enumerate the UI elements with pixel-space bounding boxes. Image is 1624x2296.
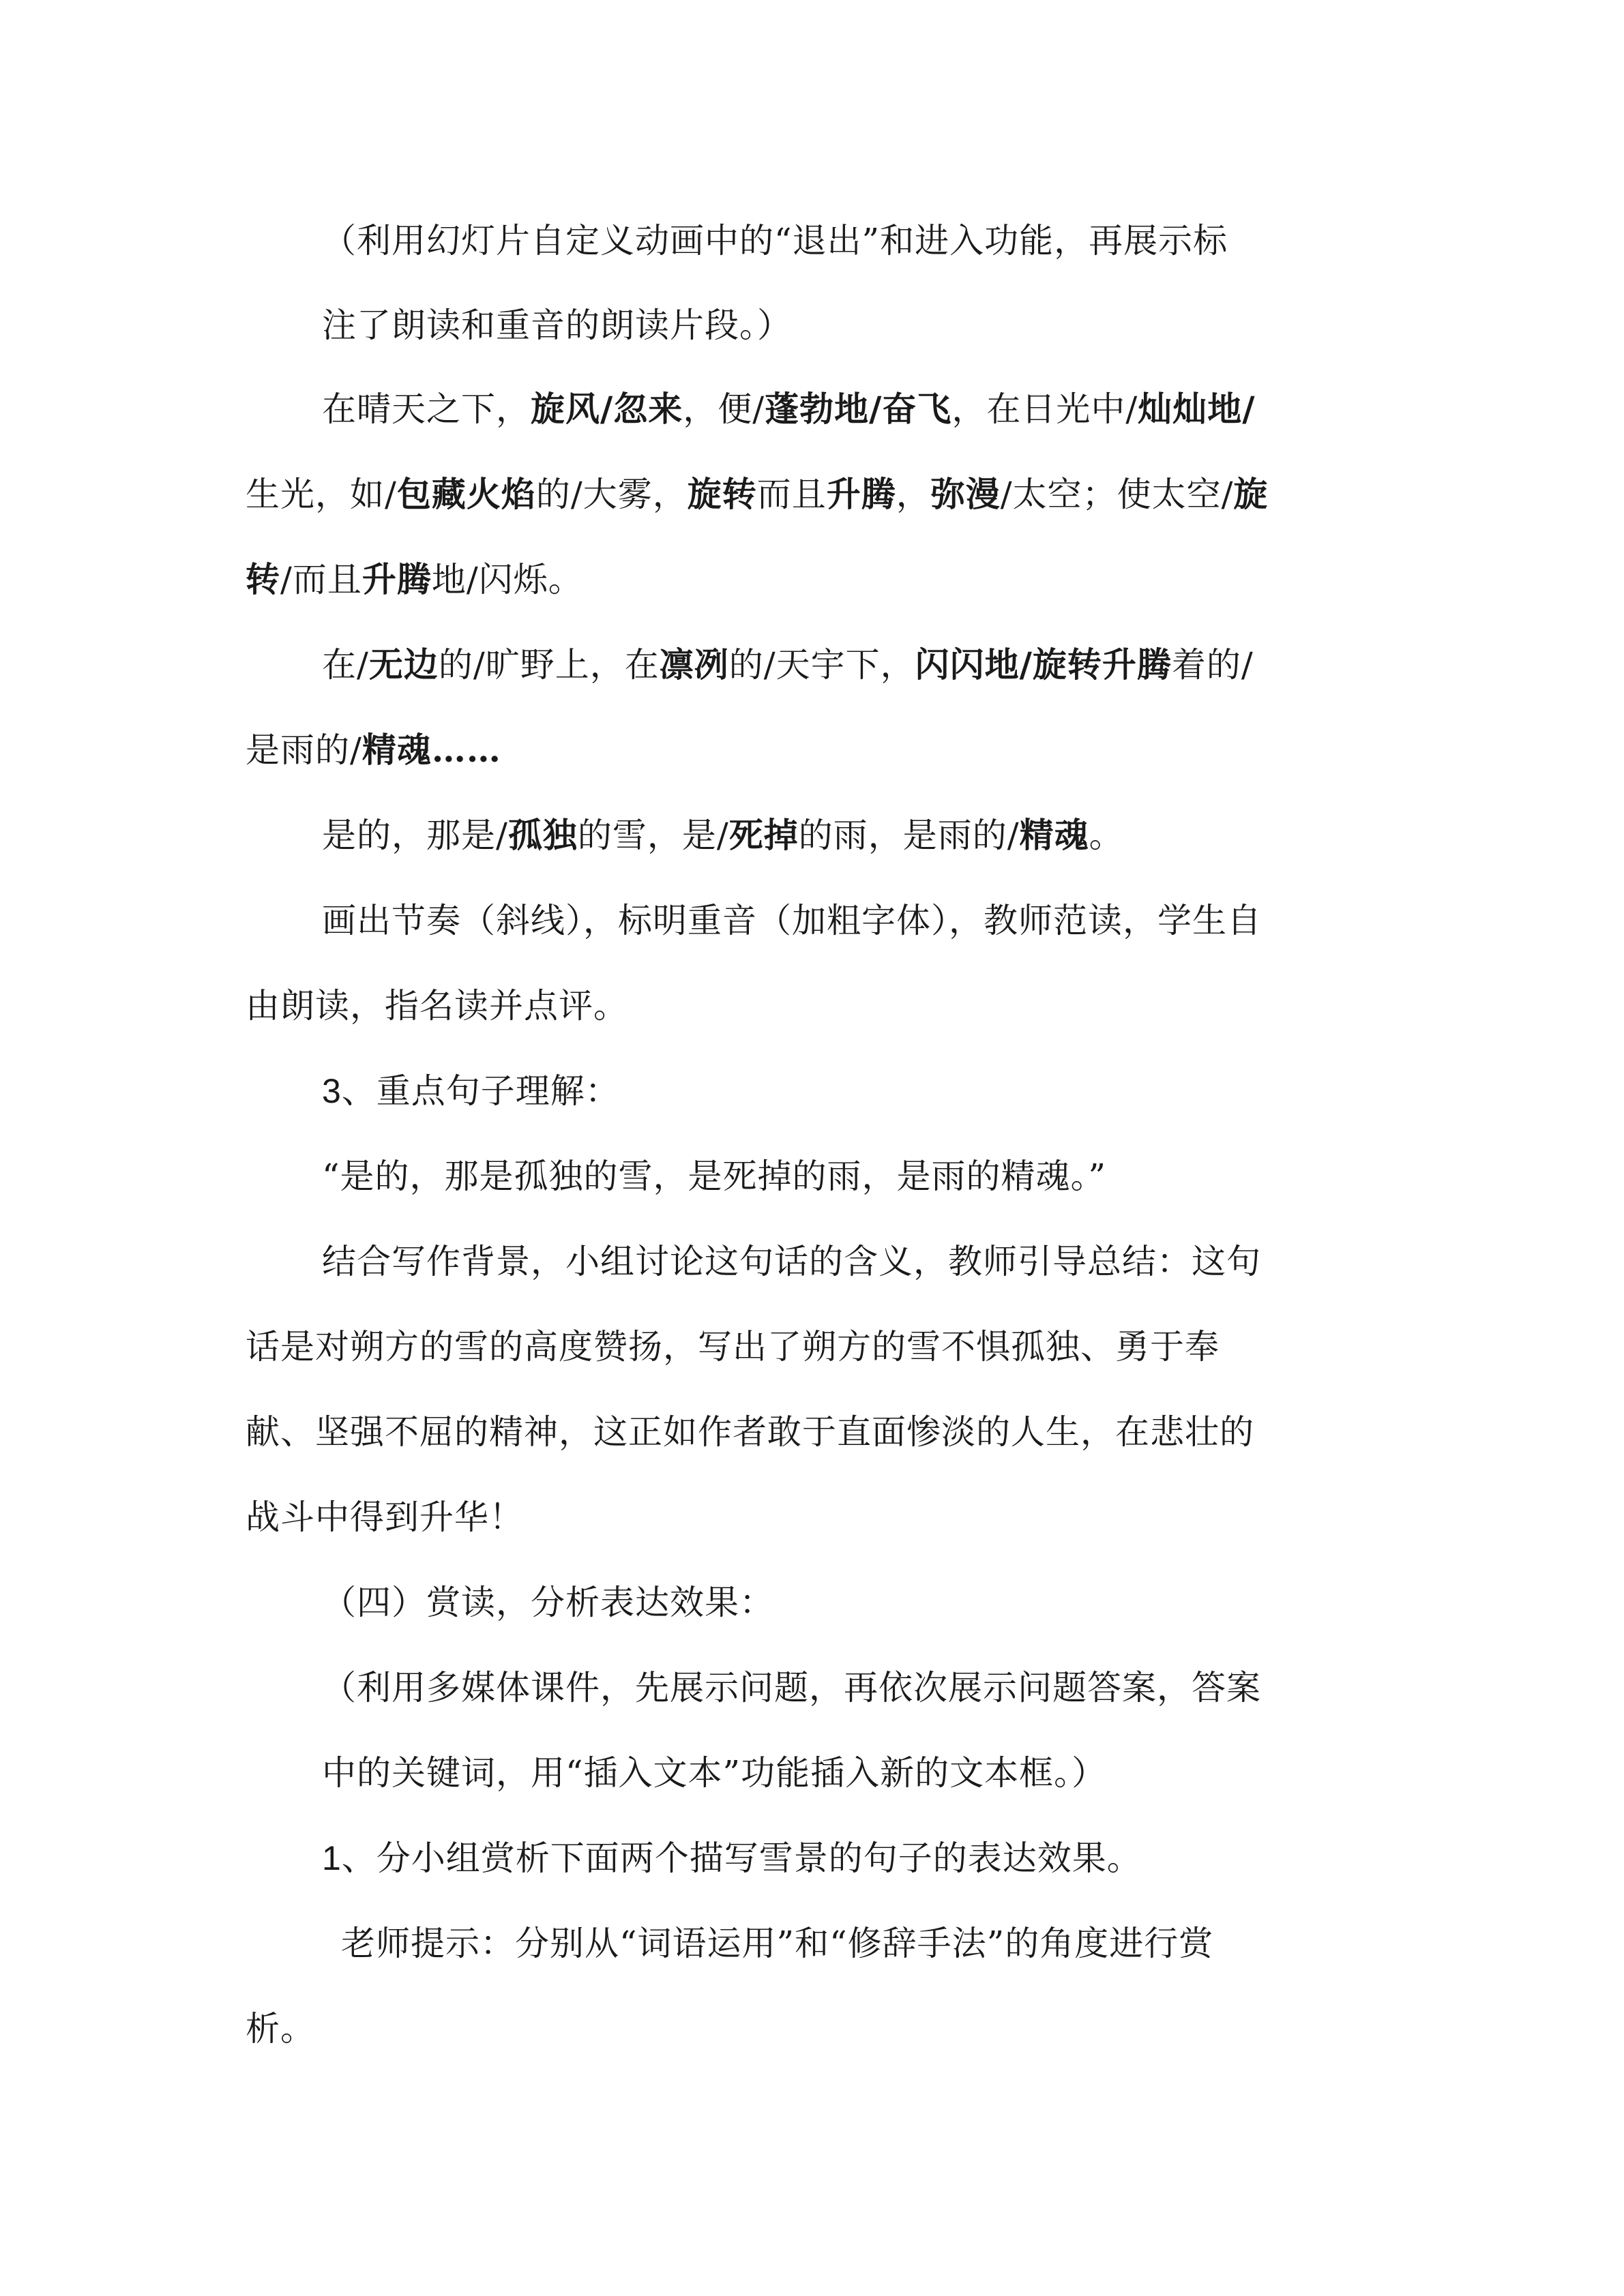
paragraph-line-1: [322, 210, 1228, 271]
section-heading-3: [322, 1060, 620, 1122]
text-segment: “是的，那是孤独的雪，是死掉的雨，是雨的精魂。”: [322, 1157, 1107, 1196]
paragraph-line-6: [322, 634, 1254, 696]
text-segment: 3、重点句子理解：: [322, 1072, 620, 1110]
paragraph-line-2: [322, 295, 792, 356]
bold-segment: 升腾: [361, 559, 432, 599]
paragraph-line-14: [246, 1316, 1220, 1377]
bold-segment: 灿灿地/: [1138, 389, 1256, 429]
text-segment: 在/: [322, 645, 369, 685]
text-segment: 战斗中得到升华！: [246, 1497, 524, 1537]
text-segment: 的雪，是/: [577, 816, 729, 855]
text-segment: 析。: [246, 2009, 315, 2048]
paragraph-line-4: [246, 464, 1268, 525]
text-segment: 的/天宇下，: [728, 645, 915, 685]
text-segment: 的雨，是雨的/: [798, 816, 1020, 855]
paragraph-line-22: [246, 1998, 315, 2059]
text-segment: 地/闪烁。: [431, 560, 583, 599]
text-segment: /太空；使太空/: [1000, 475, 1234, 514]
bold-segment: 旋风/忽来: [531, 389, 683, 429]
bold-segment: 死掉: [728, 815, 799, 855]
text-segment: 是雨的/: [246, 730, 362, 770]
text-segment: 1、分小组赏析下面两个描写雪景的句子的表达效果。: [322, 1839, 1142, 1877]
text-segment: 着的/: [1171, 645, 1254, 685]
paragraph-line-3: [322, 378, 1256, 440]
text-segment: （利用幻灯片自定义动画中的“退出”和进入功能，再展示标: [322, 221, 1228, 260]
text-segment: 。: [1089, 816, 1124, 855]
teacher-hint: [341, 1913, 1213, 1974]
text-segment: ，: [896, 475, 931, 514]
paragraph-line-9: [322, 890, 1262, 951]
paragraph-line-19: [322, 1742, 1106, 1804]
paragraph-line-16: [246, 1487, 524, 1548]
quoted-sentence: [322, 1146, 1106, 1207]
bold-segment: 旋: [1233, 474, 1269, 514]
text-segment: 而且: [756, 475, 827, 514]
text-segment: 生光，如/: [246, 475, 397, 514]
text-segment: ，便/: [683, 389, 765, 429]
section-heading-four: [322, 1572, 774, 1633]
text-segment: 画出节奏（斜线），标明重音（加粗字体），教师范读，学生自: [322, 901, 1262, 940]
text-segment: 老师提示：分别从“词语运用”和“修辞手法”的角度进行赏: [341, 1924, 1214, 1963]
bold-segment: 孤独: [507, 815, 578, 855]
text-segment: （利用多媒体课件，先展示问题，再依次展示问题答案，答案: [322, 1668, 1261, 1708]
text-segment: 话是对朔方的雪的高度赞扬，写出了朔方的雪不惧孤独、勇于奉: [246, 1327, 1220, 1367]
section-heading-1: [322, 1828, 1142, 1889]
text-segment: （四）赏读，分析表达效果：: [322, 1583, 774, 1622]
paragraph-line-10: [246, 975, 628, 1037]
text-segment: 在晴天之下，: [322, 389, 531, 429]
bold-segment: 精魂……: [361, 730, 501, 770]
text-segment: 献、坚强不屈的精神，这正如作者敢于直面惨淡的人生，在悲壮的: [246, 1412, 1254, 1452]
bold-segment: 转: [246, 559, 280, 599]
text-segment: 的/大雾，: [535, 475, 688, 514]
paragraph-line-13: [322, 1231, 1261, 1292]
paragraph-line-7: [246, 719, 501, 781]
text-segment: 的/旷野上，在: [438, 645, 660, 685]
bold-segment: 无边: [368, 644, 439, 685]
bold-segment: 蓬勃地/奋飞: [765, 389, 952, 429]
bold-segment: 弥漫: [930, 474, 1001, 514]
bold-segment: 精魂: [1019, 815, 1089, 855]
bold-segment: 闪闪地/旋转升腾: [915, 644, 1172, 685]
text-segment: 是的，那是/: [322, 816, 508, 855]
text-segment: 结合写作背景，小组讨论这句话的含义，教师引导总结：这句: [322, 1242, 1261, 1281]
bold-segment: 旋转: [687, 474, 757, 514]
paragraph-line-5: [246, 549, 583, 610]
text-segment: 由朗读，指名读并点评。: [246, 986, 628, 1026]
paragraph-line-18: [322, 1657, 1261, 1718]
paragraph-line-8: [322, 805, 1124, 866]
text-segment: 注了朗读和重音的朗读片段。）: [322, 305, 792, 345]
bold-segment: 凛冽: [659, 644, 729, 685]
text-segment: 中的关键词，用“插入文本”功能插入新的文本框。）: [322, 1753, 1107, 1793]
bold-segment: 包藏火焰: [396, 474, 536, 514]
text-segment: /而且: [280, 560, 362, 599]
paragraph-line-15: [246, 1401, 1254, 1463]
bold-segment: 升腾: [826, 474, 896, 514]
text-segment: ，在日光中/: [951, 389, 1138, 429]
